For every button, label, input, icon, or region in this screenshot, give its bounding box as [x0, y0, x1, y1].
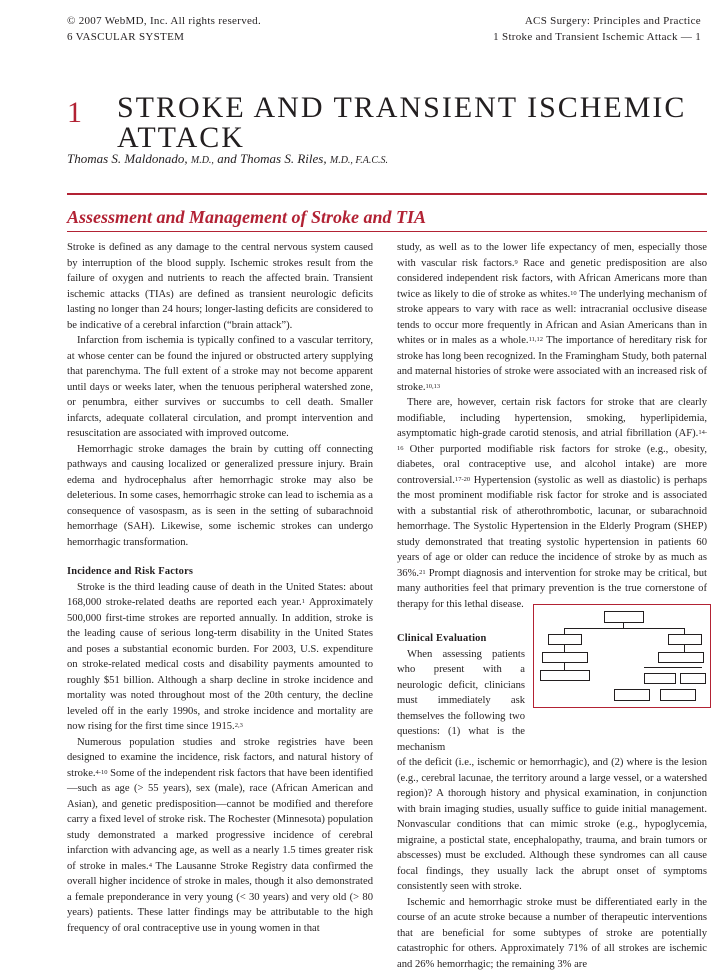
citation: 11,12 [529, 336, 543, 343]
paragraph: Numerous population studies and stroke registries have been designed to examine the incidence, risk factors, and natural history of stroke.$^{4-10}$ Some of the independent risk factors that have been identified—such as age (> 55 years), sex (male), race (African American and Asian), and genetic predisposition—cannot be modified and therefore carry a fixed level of stroke risk. The Rochester (Minnesota) population study demonstrated a marked progressive incidence of cerebral infarction with advancing age, as well as a nearly 1.5 times greater risk of stroke in males.$^4$ The Lausanne Stroke Registry data confirmed the overall higher incidence of stroke in males, though it also demonstrated a female preponderance in very young (< 30 years) and very old (> 80 years) patients. These latter findings may be attributable to the high frequency of oral contraceptive use in young women in that [67, 735, 373, 937]
book-title: ACS Surgery: Principles and Practice [525, 15, 701, 27]
flowchart-box [604, 611, 644, 623]
author-2-degree: M.D., F.A.C.S. [330, 155, 388, 166]
author-1: Thomas S. Maldonado, [67, 151, 188, 166]
section-heading: 6 VASCULAR SYSTEM [67, 31, 184, 43]
paragraph: Ischemic and hemorrhagic stroke must be differentiated early in the course of an acute stroke because a number of therapeutic interventions that are beneficial for some subtypes of stroke are potentially catastrophic for others. Approximately 71% of all strokes are ischemic and 26% hemorrhagic; the remaining 3% are [397, 895, 707, 972]
flowchart-connector [564, 628, 684, 629]
copyright-line: © 2007 WebMD, Inc. All rights reserved. [67, 15, 261, 27]
citation: 10,13 [426, 383, 441, 390]
chapter-title: STROKE AND TRANSIENT ISCHEMIC ATTACK [117, 93, 707, 153]
paragraph: There are, however, certain risk factors for stroke that are clearly modifiable, including hypertension, smoking, hyperlipidemia, asymptomatic high-grade carotid stenosis, and atrial fibrillation (AF).$^{14-16}$ Other purported modifiable risk factors for stroke (e.g., obesity, diabetes, oral contraceptive use, and alcohol intake) are more controversial.$^{17-20}$ Hypertension (systolic as well as diastolic) is perhaps the most prominent modifiable risk factor for stroke and is associated with a substantial risk of atherothrombotic, lacunar, or subarachnoid hemorrhage. The Systolic Hypertension in the Elderly Program (SHEP) study demonstrated that treating systolic hypertension in patients 60 years of age or older can reduce the incidence of stroke by as much as 36%.$^{21}$ Prompt diagnosis and intervention for stroke may be critical, but many authorities feel that primary prevention is the true cornerstone of therapy for this lethal disease. [397, 395, 707, 612]
section-rule [67, 231, 707, 232]
author-2: and Thomas S. Riles, [217, 151, 326, 166]
flowchart-box [680, 673, 706, 684]
paragraph-wrap: When assessing patients who present with a neurologic deficit, clinicians must immediately ask themselves the following two questions: (1) what is the mechanism [397, 647, 525, 756]
paragraph: Infarction from ischemia is typically confined to a vascular territory, at whose center can be found the injured or obstructed artery supplying that parenchyma. The full extent of a stroke may not become apparent until days or weeks later, when the tenuous peripheral watershed zone, or penumbra, either survives or succumbs to cell death. Smaller infarcts, adequate collateral circulation, and prompt intervention and resuscitation are associated with improved outcome. [67, 333, 373, 442]
flowchart-box [542, 652, 588, 663]
algorithm-figure-thumbnail[interactable] [533, 604, 711, 708]
paragraph: Stroke is defined as any damage to the central nervous system caused by interruption of the blood supply. Ischemic strokes result from the failure of oxygen and nutrients to reach the affected brain. Transient ischemic attacks (TIAs) are defined as transient neurologic deficits lasting no longer than 24 hours; longer-lasting deficits are considered to be indicative of a cerebral infarction (“brain attack”). [67, 240, 373, 333]
flowchart-connector [564, 644, 565, 652]
paragraph: Hemorrhagic stroke damages the brain by cutting off connecting pathways and causing localized or generalized pressure injury. Brain edema and hydrocephalus after hemorrhagic stroke may also be deleterious. In some cases, hemorrhagic stroke can lead to ischemia as a consequence of vasospasm, as is seen in the setting of subarachnoid hemorrhage (SAH). Likewise, some ischemic strokes can undergo hemorrhagic transformation. [67, 442, 373, 551]
flowchart-box [644, 673, 676, 684]
authors [67, 151, 388, 167]
citation: 2,3 [235, 722, 243, 729]
flowchart-box [658, 652, 704, 663]
subsection-heading: Incidence and Risk Factors [67, 564, 373, 580]
citation: 21 [419, 569, 426, 576]
citation: 4 [149, 862, 152, 869]
flowchart-connector [564, 662, 565, 670]
paragraph: of the deficit (i.e., ischemic or hemorrhagic), and (2) where is the lesion (e.g., cerebral lacunae, the territory around a large vessel, or a watershed region)? A thorough history and physical examination, in conjunction with brain imaging studies, usually suffice to guide initial management. Nonvascular conditions that can mimic stroke (e.g., hypoglycemia, migraine, a postictal state, encephalopathy, trauma, and brain tumors or abscesses) must be excluded. Although these syndromes can all cause focal findings, they usually lack the abrupt onset of symptoms consistently seen with stroke. [397, 755, 707, 895]
citation: 1 [302, 598, 305, 605]
chapter-number: 1 [67, 96, 82, 130]
flowchart-box [660, 689, 696, 701]
paragraph: study, as well as to the lower life expectancy of men, especially those with vascular risk factors.$^9$ Race and genetic predisposition are also considered independent risk factors, with African Americans more than twice as likely to die of stroke as whites.$^{10}$ The underlying mechanism of stroke appears to vary with race as well: intracranial occlusive disease tends to occur more frequently in African and Asian Americans than in whites or in males as a whole.$^{11,12}$ The importance of hereditary risk for stroke has long been recognized. In the Framingham Study, both paternal and maternal histories of stroke were associated with an increased risk of stroke.$^{10,13}$ [397, 240, 707, 395]
flowchart-box [540, 670, 590, 681]
flowchart-connector [684, 644, 685, 652]
chapter-running-head: 1 Stroke and Transient Ischemic Attack — 1 [493, 31, 701, 43]
citation: 14-16 [397, 429, 707, 452]
flowchart-box [548, 634, 582, 645]
title-rule [67, 193, 707, 195]
left-column [67, 240, 373, 936]
citation: 4-10 [96, 769, 108, 776]
section-title: Assessment and Management of Stroke and TIA [67, 207, 426, 228]
flowchart-box [614, 689, 650, 701]
author-1-degree: M.D., [191, 155, 214, 166]
subsection-heading: Clinical Evaluation [397, 631, 707, 647]
flowchart-connector [644, 667, 702, 668]
citation: 10 [570, 290, 577, 297]
citation: 9 [515, 259, 518, 266]
citation: 17-20 [455, 476, 470, 483]
flowchart-box [668, 634, 702, 645]
paragraph: Stroke is the third leading cause of death in the United States: about 168,000 stroke-related deaths are reported each year.$^1$ Approximately 500,000 first-time strokes are reported annually. In addition, stroke is the leading cause of serious long-term disability in the United States and poses a substantial economic burden. For 2003, U.S. expenditure on stroke-related medical costs and disability payments amounted to roughly $51 billion. Although a sharp decline in stroke incidence and mortality was noted throughout most of the 20th century, the decline leveled off in the early 1990s, and stroke incidence and mortality are now rising for the first time since 1915.$^{2,3}$ [67, 580, 373, 735]
